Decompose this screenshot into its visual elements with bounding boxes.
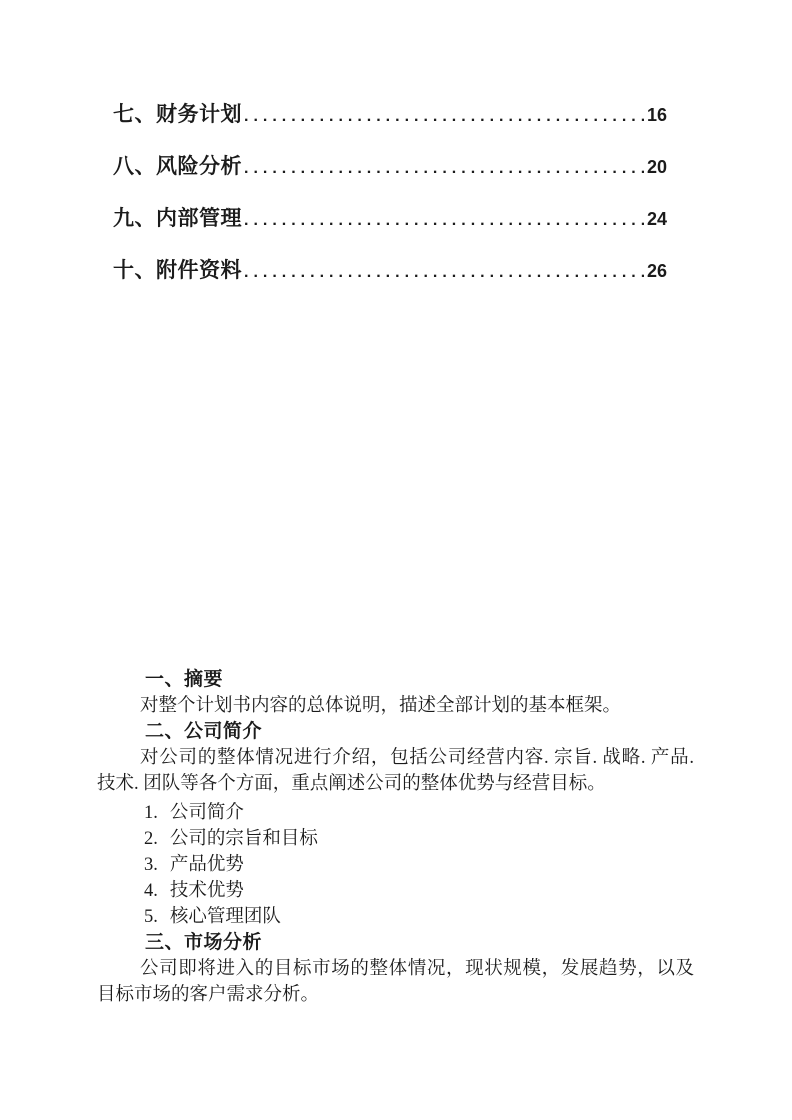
list-item bbox=[97, 878, 694, 904]
list-item-text: 核心管理团队 bbox=[169, 907, 281, 927]
toc-dot-leader bbox=[244, 264, 644, 282]
list-item-text: 产品优势 bbox=[169, 855, 244, 875]
toc-dot-leader bbox=[244, 108, 644, 126]
toc-entry-label: 九、内部管理 bbox=[113, 207, 242, 230]
toc-entry-risk-analysis[interactable] bbox=[113, 156, 667, 178]
section-heading-market-analysis: 三、市场分析 bbox=[145, 932, 263, 953]
toc-dot-leader bbox=[244, 212, 644, 230]
toc-entry-label: 十、附件资料 bbox=[113, 259, 242, 282]
list-item-number: 1. bbox=[144, 803, 158, 823]
section-paragraph: 对整个计划书内容的总体说明，描述全部计划的基本框架。 bbox=[140, 696, 622, 716]
section-paragraph: 公司即将进入的目标市场的整体情况，现状规模，发展趋势，以及目标市场的客户需求分析。 bbox=[97, 959, 694, 1005]
toc-page-number: 24 bbox=[646, 209, 667, 229]
toc-page-number: 26 bbox=[646, 261, 667, 281]
toc-page-number: 20 bbox=[646, 157, 667, 177]
list-item bbox=[97, 800, 694, 826]
section-paragraph: 对公司的整体情况进行介绍，包括公司经营内容. 宗旨. 战略. 产品. 技术. 团队等各个方面，重点阐述公司的整体优势与经营目标。 bbox=[97, 748, 694, 794]
list-item bbox=[97, 826, 694, 852]
toc-dot-leader bbox=[244, 160, 644, 178]
document-body bbox=[97, 667, 694, 1008]
list-item-text: 公司简介 bbox=[169, 803, 244, 823]
list-item-number: 5. bbox=[144, 907, 158, 927]
toc-entry-label: 八、风险分析 bbox=[113, 155, 242, 178]
section-heading-summary: 一、摘要 bbox=[145, 669, 224, 690]
list-item-text: 技术优势 bbox=[169, 881, 244, 901]
list-item bbox=[97, 904, 694, 930]
toc-entry-label: 七、财务计划 bbox=[113, 103, 242, 126]
list-item-number: 2. bbox=[144, 829, 158, 849]
section-heading-company-profile: 二、公司简介 bbox=[145, 721, 263, 742]
list-item-number: 3. bbox=[144, 855, 158, 875]
toc-entry-internal-management[interactable] bbox=[113, 208, 667, 230]
toc-page-number: 16 bbox=[646, 105, 667, 125]
list-item bbox=[97, 852, 694, 878]
table-of-contents bbox=[113, 104, 667, 312]
toc-entry-attachments[interactable] bbox=[113, 260, 667, 282]
list-item-number: 4. bbox=[144, 881, 158, 901]
list-item-text: 公司的宗旨和目标 bbox=[169, 829, 318, 849]
company-profile-list bbox=[97, 800, 694, 930]
toc-entry-finance-plan[interactable] bbox=[113, 104, 667, 126]
